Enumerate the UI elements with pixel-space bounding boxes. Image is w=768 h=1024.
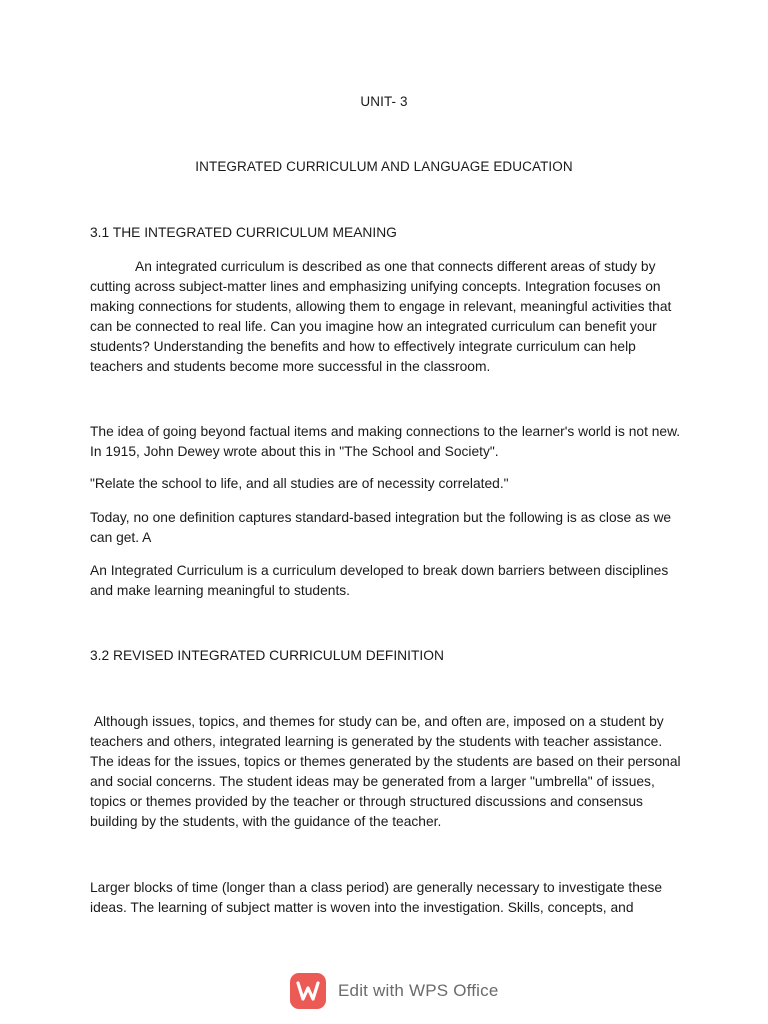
unit-title: UNIT- 3 [360, 94, 408, 109]
paragraph-dewey: The idea of going beyond factual items and making connections to the learner's world is not new. In 1915, John Dewey wrote about this in "The School and Society". [90, 424, 681, 459]
paragraph-issues-text: Although issues, topics, and themes for study can be, and often are, imposed on a student by teachers and others, integrated learning is generated by the students with teacher assistance. The ideas for the issues, topics or themes generated by the students are based on their personal and social concerns. The student ideas may be generated from a larger "umbrella" of issues, topics or themes provided by the teacher or through structured discussions and consensus building by the students, with the guidance of the teacher. [90, 714, 681, 829]
section-2-heading-number: 3.2 [90, 648, 114, 663]
paragraph-issues [90, 712, 685, 832]
edit-with-wps-label: Edit with WPS Office [338, 981, 499, 1000]
quote: "Relate the school to life, and all studies are of necessity correlated." [90, 476, 509, 491]
section-1-heading: 3.1 THE INTEGRATED CURRICULUM MEANING [90, 225, 397, 240]
paragraph-definition: An Integrated Curriculum is a curriculum developed to break down barriers between disciplines and make learning meaningful to students. [90, 563, 669, 598]
wps-edit-banner[interactable] [290, 972, 499, 1010]
wps-office-logo-icon [290, 973, 326, 1009]
main-title: INTEGRATED CURRICULUM AND LANGUAGE EDUCATION [195, 159, 573, 174]
section-2-heading [90, 646, 690, 666]
paragraph-time: Larger blocks of time (longer than a class period) are generally necessary to investigate these ideas. The learning of subject matter is woven into the investigation. Skills, concepts, and [90, 880, 663, 915]
section-1-paragraph: An integrated curriculum is described as one that connects different areas of study by cutting across subject-matter lines and emphasizing unifying concepts. Integration focuses on making connections for students, allowing them to engage in relevant, meaningful activities that can be connected to real life. Can you imagine how an integrated curriculum can benefit your students? Understanding the benefits and how to effectively integrate curriculum can help teachers and students become more successful in the classroom. [90, 259, 672, 374]
section-2-heading-text: REVISED INTEGRATED CURRICULUM DEFINITION [113, 648, 444, 663]
paragraph-today: Today, no one definition captures standard-based integration but the following is as close as we can get. A [90, 510, 672, 545]
